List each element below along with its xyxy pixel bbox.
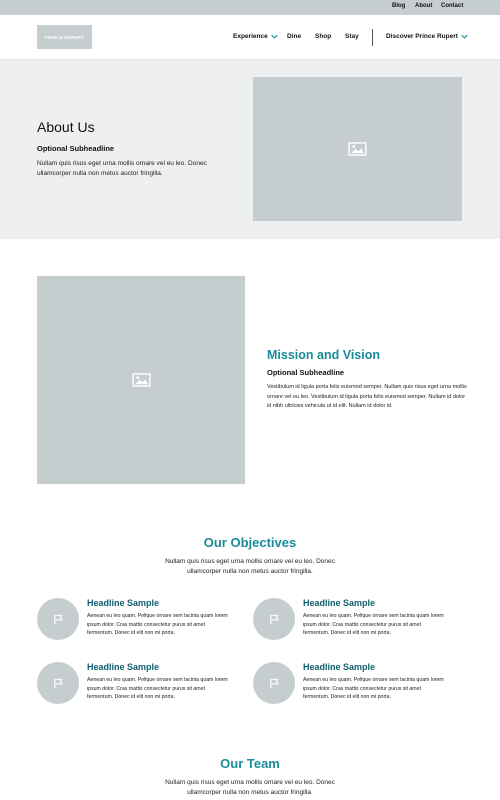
objective-card [253,662,468,712]
logo[interactable]: PRINCE RUPERT [37,25,92,49]
image-icon [348,142,367,156]
objective-icon-circle [37,662,79,704]
objective-text: Aenean eu leo quam. Pellque ornare sem lacinia quam lorem ipsum dolor. Cras mattis consectetur purus sit amet fermentum. Donec id elit non mi porta. [303,677,444,700]
about-image-placeholder [253,77,462,221]
objective-headline: Headline Sample [87,662,160,672]
nav-divider [372,29,373,46]
objectives-text: Nullam quis risus eget urna mollis ornare vel eu leo. Donec ullamcorper nulla non metus auctor fringilla. [165,558,335,575]
objective-headline: Headline Sample [303,598,376,608]
about-title: About Us [37,119,95,135]
nav-experience-label: Experience [233,33,268,40]
chevron-down-icon [461,34,468,39]
about-subheadline: Optional Subheadline [37,144,115,153]
objective-card [37,662,252,712]
flag-icon [53,614,64,625]
objective-text: Aenean eu leo quam. Pellque ornare sem lacinia quam lorem ipsum dolor. Cras mattis consectetur purus sit amet fermentum. Donec id elit non mi porta. [303,613,444,636]
nav-dine[interactable]: Dine [287,33,302,40]
utility-link-blog[interactable]: Blog [392,3,406,9]
objective-icon-circle [253,662,295,704]
nav-shop[interactable]: Shop [315,33,332,40]
chevron-down-icon [271,34,278,39]
mission-title: Mission and Vision [267,348,380,362]
nav-experience[interactable] [233,33,278,40]
about-text: Nullam quis risus eget urna mollis ornare vel eu leo. Donec ullamcorper nulla non metus auctor fringilla. [37,160,207,177]
image-icon [132,373,151,387]
objective-icon-circle [253,598,295,640]
flag-icon [269,678,280,689]
utility-link-contact[interactable]: Contact [441,3,464,9]
objective-headline: Headline Sample [87,598,160,608]
flag-icon [53,678,64,689]
objective-text: Aenean eu leo quam. Pellque ornare sem lacinia quam lorem ipsum dolor. Cras mattis consectetur purus sit amet fermentum. Donec id elit non mi porta. [87,677,228,700]
team-text: Nullam quis risus eget urna mollis ornare vel eu leo. Donec ullamcorper nulla non metus auctor fringilla. [165,779,335,796]
objective-icon-circle [37,598,79,640]
mission-subheadline: Optional Subheadline [267,368,345,377]
utility-bar [0,0,500,15]
objective-card [253,598,468,648]
nav-discover-label: Discover Prince Rupert [386,33,458,40]
objective-headline: Headline Sample [303,662,376,672]
objectives-title: Our Objectives [203,535,297,550]
mission-text: Vestibulum id ligula porta felis euismod semper. Nullam quis risus eget urna mollis ornare vel eu leo. Vestibulum id ligula porta felis euismod semper. Nullam id dolor id nibh ultricies vehicula ut id elit. Nullam id dolor id. [267,384,467,409]
utility-link-about[interactable]: About [415,3,433,9]
nav-stay[interactable]: Stay [345,33,359,40]
nav-discover[interactable] [386,33,468,40]
team-title: Our Team [220,756,280,771]
objective-text: Aenean eu leo quam. Pellque ornare sem lacinia quam lorem ipsum dolor. Cras mattis consectetur purus sit amet fermentum. Donec id elit non mi porta. [87,613,228,636]
flag-icon [269,614,280,625]
mission-image-placeholder [37,276,245,484]
objective-card [37,598,252,648]
main-header [0,15,500,60]
